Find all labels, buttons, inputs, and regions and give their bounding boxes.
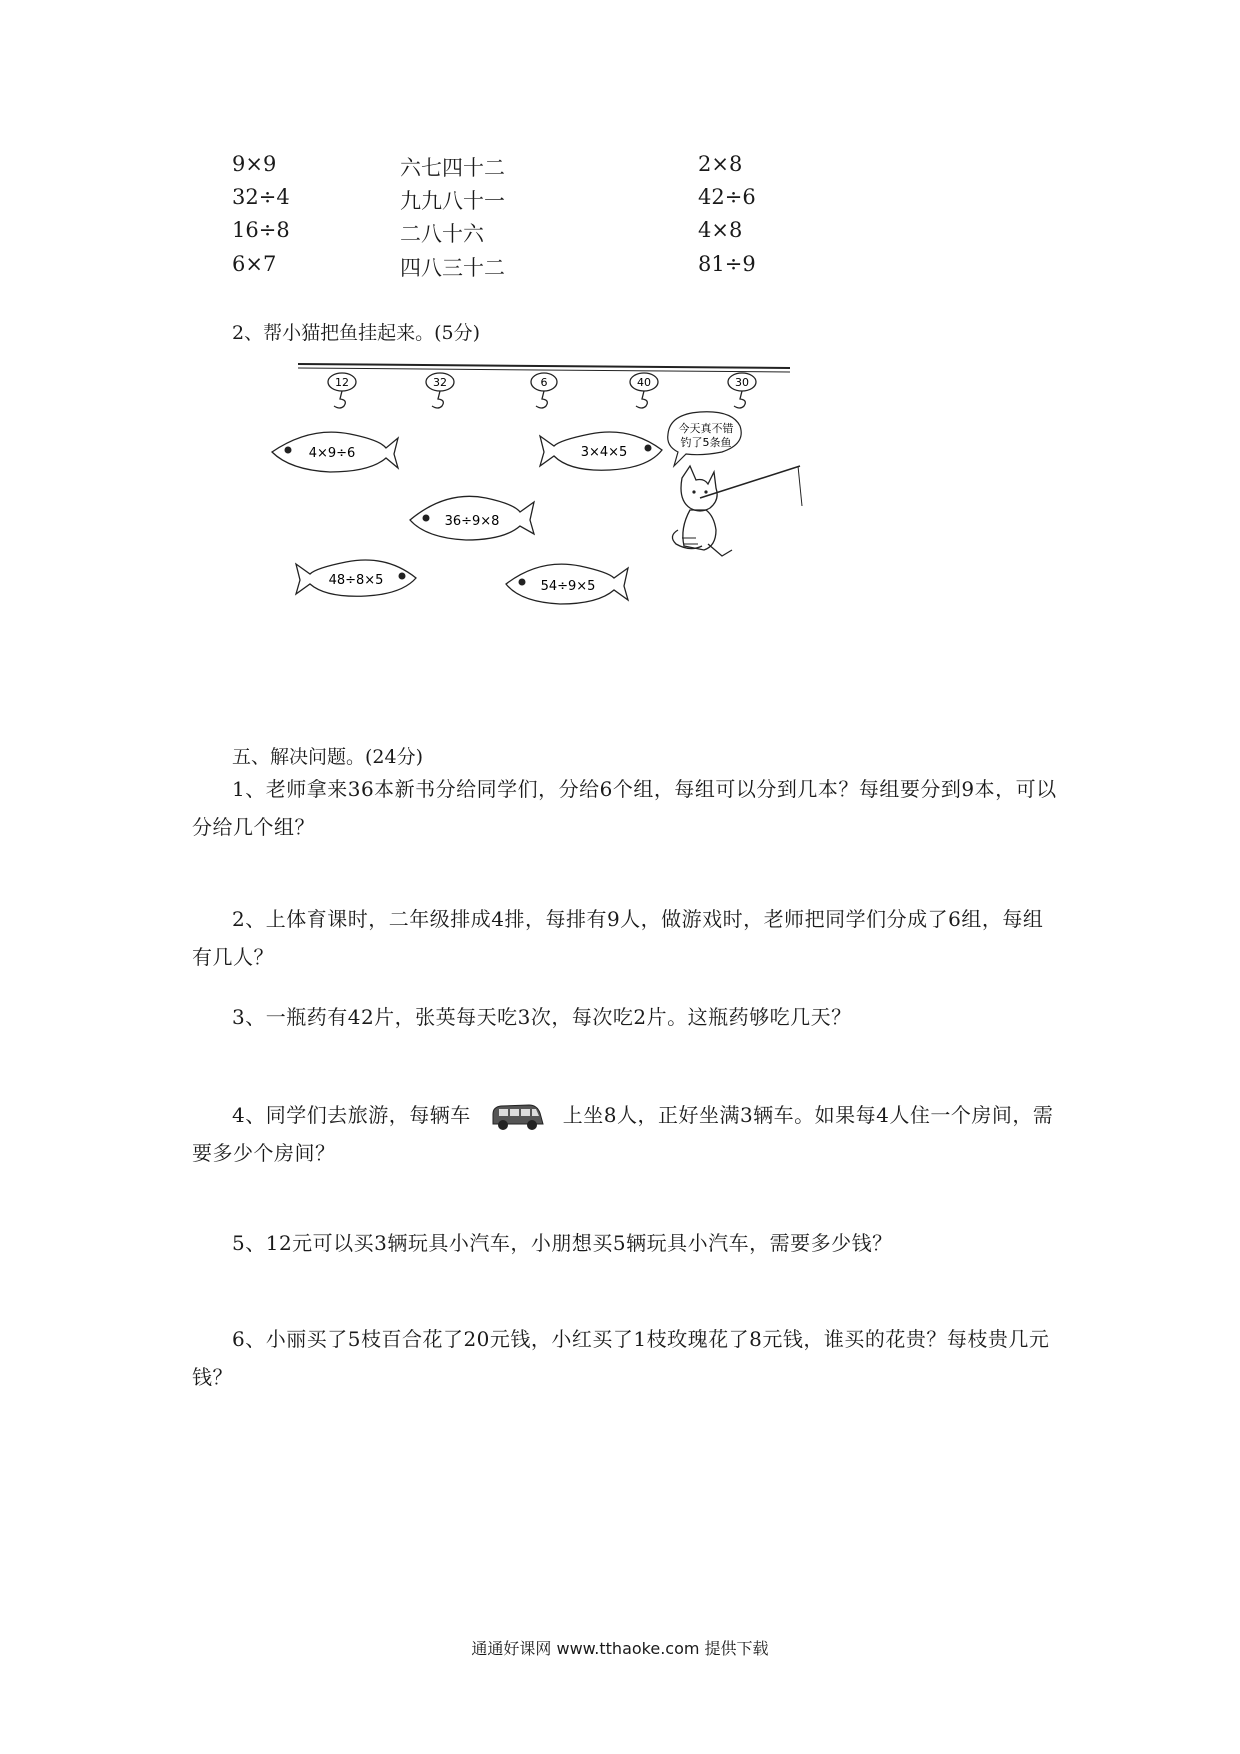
fish-expression: 36÷9×8: [444, 514, 500, 529]
fish: [410, 496, 534, 540]
hook: [630, 373, 658, 408]
pole-line-lower: [298, 368, 790, 372]
hook-number: 30: [735, 376, 749, 389]
problem-3: 3、一瓶药有42片，张英每天吃3次，每次吃2片。这瓶药够吃几天？: [232, 1005, 852, 1029]
problem-5: 5、12元可以买3辆玩具小汽车，小朋想买5辆玩具小汽车，需要多少钱？: [232, 1231, 893, 1255]
hook-number: 40: [637, 376, 651, 389]
matching-left: 32÷4: [232, 185, 290, 209]
speech-line: 今天真不错: [678, 422, 734, 435]
matching-middle: 二八十六: [400, 222, 484, 246]
van-icon: [489, 1102, 545, 1132]
matching-middle: 九九八十一: [400, 189, 505, 213]
matching-right: 81÷9: [698, 252, 756, 276]
problem-6: 6、小丽买了5枝百合花了20元钱，小红买了1枝玫瑰花了8元钱，谁买的花贵？每枝贵几元钱？: [192, 1327, 1050, 1389]
matching-middle: 四八三十二: [400, 256, 505, 280]
pole-line: [298, 364, 790, 368]
fish: [506, 564, 628, 604]
problem-2: 2、上体育课时，二年级排成4排，每排有9人，做游戏时，老师把同学们分成了6组，每组有几人？: [192, 907, 1044, 969]
fish-expression: 48÷8×5: [328, 573, 384, 588]
problem-4: [192, 1096, 1062, 1172]
fish: [540, 432, 662, 470]
matching-row: [0, 152, 1240, 182]
matching-row: [0, 252, 1240, 282]
fish-hook-figure: [270, 360, 830, 620]
hook-number: 6: [540, 376, 548, 389]
fish-expression: 3×4×5: [580, 445, 628, 460]
hook: [531, 373, 557, 408]
matching-row: [0, 218, 1240, 248]
fish: [296, 560, 416, 596]
hook-number: 32: [433, 376, 447, 389]
matching-right: 42÷6: [698, 185, 756, 209]
hook: [426, 373, 454, 408]
matching-middle: 六七四十二: [400, 156, 505, 180]
fish-expression: 54÷9×5: [540, 579, 596, 594]
problem-4-text-before: 4、同学们去旅游，每辆车: [232, 1103, 471, 1127]
problem-4-text-after: 上坐8人，正好坐满3辆车。如果每4人住一个房间，需要多少个房间？: [192, 1103, 1054, 1165]
footer-credit: 通通好课网 www.tthaoke.com 提供下载: [471, 1639, 769, 1658]
matching-row: [0, 185, 1240, 215]
matching-left: 16÷8: [232, 218, 290, 242]
section5-heading: 五、解决问题。(24分): [232, 746, 424, 768]
cat-illustration: [668, 412, 802, 556]
problem-1: 1、老师拿来36本新书分给同学们，分给6个组，每组可以分到几本？每组要分到9本，可以分给几个组？: [192, 777, 1057, 839]
matching-right: 2×8: [698, 152, 743, 176]
fish: [272, 432, 398, 472]
matching-left: 9×9: [232, 152, 277, 176]
hook: [328, 373, 356, 408]
hook-number: 12: [335, 376, 349, 389]
matching-right: 4×8: [698, 218, 743, 242]
fish-figure-svg: [270, 360, 830, 620]
fish-expression: 4×9÷6: [308, 446, 356, 461]
fish-section-heading: 2、帮小猫把鱼挂起来。(5分): [232, 322, 481, 344]
speech-line: 钓了5条鱼: [680, 436, 732, 449]
hook: [728, 373, 756, 408]
matching-left: 6×7: [232, 252, 277, 276]
